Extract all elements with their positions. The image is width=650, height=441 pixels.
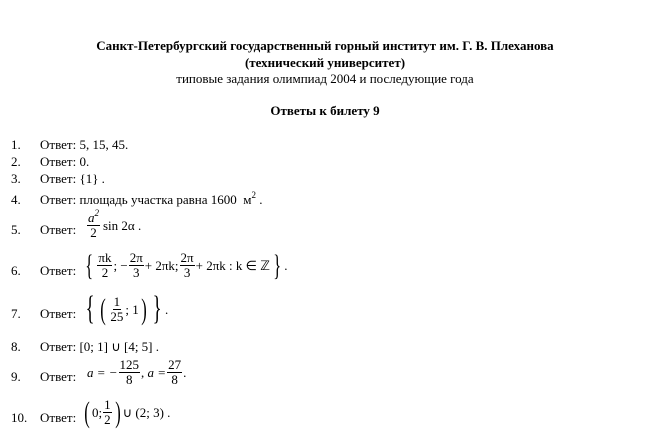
answer-number: 3. [11, 171, 21, 186]
answer-label-text: Ответ: [40, 192, 77, 207]
left-paren: ( [100, 292, 107, 326]
numerator-var: a [88, 210, 95, 225]
answer-end: . [165, 301, 169, 317]
answer-label [40, 340, 159, 353]
answer-number: 10. [11, 410, 28, 425]
fraction-numerator: 125 [119, 357, 140, 372]
document-description: типовые задания олимпиад 2004 и последующие года [176, 71, 474, 86]
answer-label [40, 138, 128, 151]
answer-label-text: Ответ: [40, 339, 77, 354]
term: 0; [92, 404, 103, 420]
formula [82, 248, 288, 282]
institute-title: Санкт-Петербургский государственный горный институт им. Г. В. Плеханова [96, 38, 554, 53]
answer-label-text: Ответ: [40, 306, 77, 321]
answer-label-text: Ответ: [40, 263, 77, 278]
answer-item-9 [0, 358, 650, 394]
answer-number: 4. [11, 192, 21, 207]
term: ; 1 [125, 301, 139, 317]
answer-text: {1} . [79, 171, 105, 186]
answer-number: 5. [11, 222, 21, 237]
right-brace: } [152, 290, 162, 327]
fraction-numerator: 2π [129, 250, 143, 265]
answer-text: 0. [79, 154, 90, 169]
answer-text: площадь участка равна 1600 [79, 192, 237, 207]
answer-item-6 [0, 248, 650, 289]
unit: м [243, 192, 252, 207]
fraction [103, 398, 112, 426]
fraction [180, 251, 195, 279]
answer-item-5 [0, 208, 650, 247]
fraction-denominator: 2 [101, 264, 109, 280]
fraction-denominator: 8 [126, 371, 133, 387]
answer-end: . [183, 364, 187, 380]
fraction [129, 251, 144, 279]
fraction-denominator: 3 [183, 264, 191, 280]
term: a = − [87, 364, 118, 380]
fraction [109, 295, 124, 323]
answer-number: 6. [11, 263, 21, 278]
separator: , [141, 364, 145, 380]
fraction-denominator: 8 [171, 371, 178, 387]
answer-text: 5, 15, 45. [79, 137, 129, 152]
right-paren: ) [140, 292, 147, 326]
formula [82, 395, 171, 429]
answer-label-text: Ответ: [40, 171, 77, 186]
answer-number: 7. [11, 306, 21, 321]
answer-label [40, 155, 89, 168]
answer-item-7 [0, 290, 650, 334]
term: + 2πk; [144, 257, 179, 273]
left-paren: ( [84, 395, 90, 429]
fraction-numerator: 2π [180, 250, 194, 265]
fraction-denominator: 3 [132, 264, 140, 280]
term: + 2πk : k ∈ ℤ [195, 257, 270, 273]
answer-label [40, 172, 105, 185]
formula [86, 208, 142, 240]
answer-label-text: Ответ: [40, 369, 77, 384]
answer-end: . [284, 257, 288, 273]
right-paren: ) [114, 395, 121, 429]
fraction-denominator: 25 [110, 308, 124, 324]
answer-label-text: Ответ: [40, 137, 77, 152]
answer-number: 2. [11, 154, 21, 169]
institute-subtitle: (технический университет) [244, 55, 406, 70]
ticket-title: Ответы к билету 9 [270, 103, 380, 118]
separator: ; − [113, 257, 128, 273]
answer-item-10 [0, 395, 650, 438]
answer-number: 1. [11, 137, 21, 152]
left-brace: { [85, 248, 94, 282]
fraction [97, 251, 112, 279]
answer-number: 8. [11, 339, 21, 354]
fraction [167, 358, 182, 386]
fraction-numerator: πk [98, 250, 112, 265]
fraction-denominator: 2 [104, 411, 111, 427]
answer-number: 9. [11, 369, 21, 384]
fraction-numerator: 27 [168, 357, 182, 372]
formula [87, 358, 186, 386]
fraction-numerator: 1 [113, 294, 121, 310]
term: a = [147, 364, 167, 380]
answer-end: . [259, 192, 263, 207]
answer-label-text: Ответ: [40, 222, 77, 237]
fraction [119, 358, 141, 386]
answer-label [40, 190, 263, 207]
fraction-denominator: 2 [90, 224, 97, 240]
answer-label-text: Ответ: [40, 410, 77, 425]
right-brace: } [273, 248, 282, 282]
left-brace: { [85, 290, 95, 327]
numerator-exponent: 2 [94, 208, 99, 218]
unit-exponent: 2 [251, 190, 256, 200]
term: ∪ (2; 3) . [122, 404, 171, 420]
fraction-numerator [87, 208, 100, 226]
formula [82, 290, 169, 327]
formula-tail: sin 2α . [103, 217, 142, 233]
answer-label-text: Ответ: [40, 154, 77, 169]
fraction [87, 208, 100, 240]
answer-text: [0; 1] ∪ [4; 5] . [79, 339, 160, 354]
fraction-numerator: 1 [104, 397, 111, 412]
